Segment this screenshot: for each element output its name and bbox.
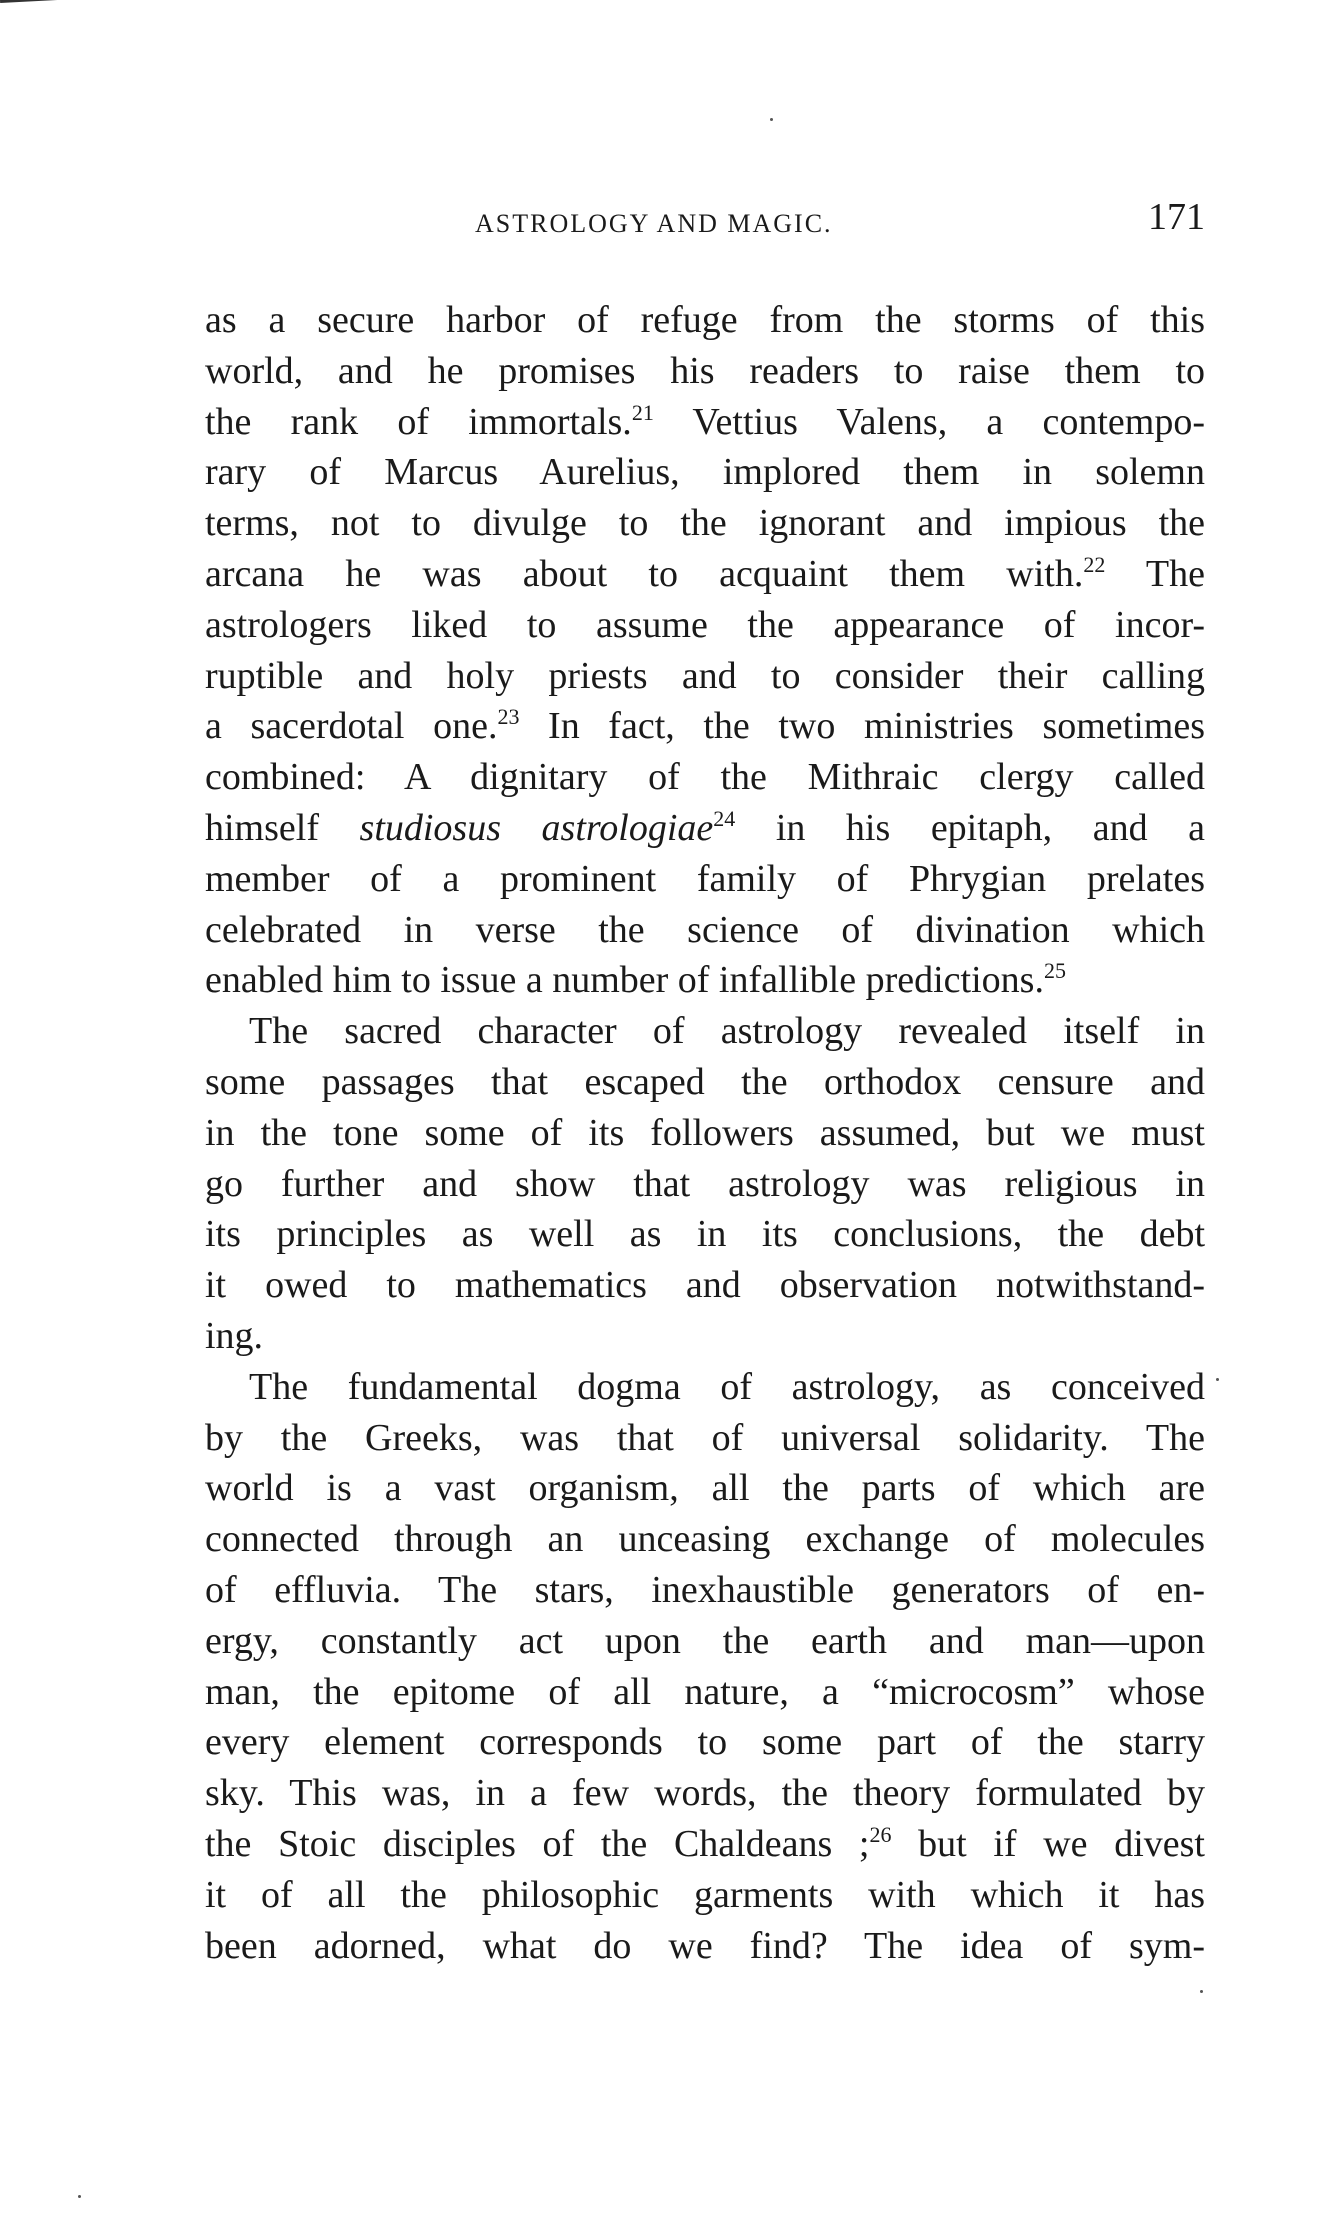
text-line: go further and show that astrology was religious in [205,1162,1205,1205]
text-line: ergy, constantly act upon the earth and man—upon [205,1619,1205,1662]
footnote-ref: 24 [713,805,736,831]
text-line: as a secure harbor of refuge from the storms of this [205,299,1205,341]
text-line: sky. This was, in a few words, the theory formulated by [205,1772,1205,1815]
footnote-ref: 23 [497,704,520,730]
text-line: member of a prominent family of Phrygian prelates [205,857,1205,900]
text-line: man, the epitome of all nature, a “microcosm” whose [205,1670,1205,1713]
footnote-ref: 26 [869,1821,892,1847]
text-line: combined: A dignitary of the Mithraic clergy called [205,756,1205,799]
running-head [205,195,1205,245]
text-line: every element corresponds to some part of the starry [205,1721,1205,1764]
text-line: enabled him to issue a number of infallible predictions.$^{25}$ [205,958,1066,1002]
text-line: ing. [205,1314,264,1357]
text-line: it of all the philosophic garments with which it has [205,1873,1205,1916]
footnote-ref: 22 [1083,551,1106,577]
text-line: connected through an unceasing exchange of molecules [205,1518,1205,1561]
footnote-ref: 21 [631,399,654,425]
text-line: rary of Marcus Aurelius, implored them in solemn [205,451,1205,494]
text-line: world is a vast organism, all the parts of which are [205,1467,1205,1510]
text-line: The sacred character of astrology revealed itself in [249,1010,1205,1053]
text-line: celebrated in verse the science of divination which [205,908,1205,951]
text-line: astrologers liked to assume the appearance of incor- [205,603,1205,646]
text-line: some passages that escaped the orthodox censure and [205,1060,1205,1103]
ink-speck [1200,1990,1203,1993]
text-line: a sacerdotal one.$^{23}$ In fact, the two ministries sometimes [205,704,1205,748]
text-line: it owed to mathematics and observation notwithstand- [205,1264,1205,1307]
page-edge-mark [0,0,86,13]
page-number: 171 [1148,196,1205,238]
text-line: ruptible and holy priests and to consider their calling [205,654,1205,697]
text-line: of effluvia. The stars, inexhaustible generators of en- [205,1568,1205,1611]
text-line: world, and he promises his readers to raise them to [205,349,1205,392]
text-line: by the Greeks, was that of universal solidarity. The [205,1416,1205,1459]
footnote-ref: 25 [1043,958,1066,984]
text-line: himself studiosus astrologiae$^{24}$ in his epitaph, and a [205,805,1205,849]
ink-speck [770,118,773,121]
body-text [205,295,1205,1971]
text-line: its principles as well as in its conclusions, the debt [205,1213,1205,1256]
running-title: ASTROLOGY AND MAGIC. [475,209,833,238]
text-line: The fundamental dogma of astrology, as conceived [249,1365,1205,1408]
text-line: the rank of immortals.$^{21}$ Vettius Valens, a contempo- [205,399,1205,443]
ink-speck [1216,1378,1219,1381]
italic-phrase: studiosus astrologiae [359,806,714,849]
text-line: the Stoic disciples of the Chaldeans ;$^{26}$ but if we divest [205,1821,1205,1865]
text-line: been adorned, what do we find? The idea of sym- [205,1924,1205,1967]
ink-speck [78,2195,81,2198]
text-line: in the tone some of its followers assumed, but we must [205,1111,1205,1154]
text-line: terms, not to divulge to the ignorant and impious the [205,502,1205,545]
text-line: arcana he was about to acquaint them with.$^{22}$ The [205,551,1205,595]
